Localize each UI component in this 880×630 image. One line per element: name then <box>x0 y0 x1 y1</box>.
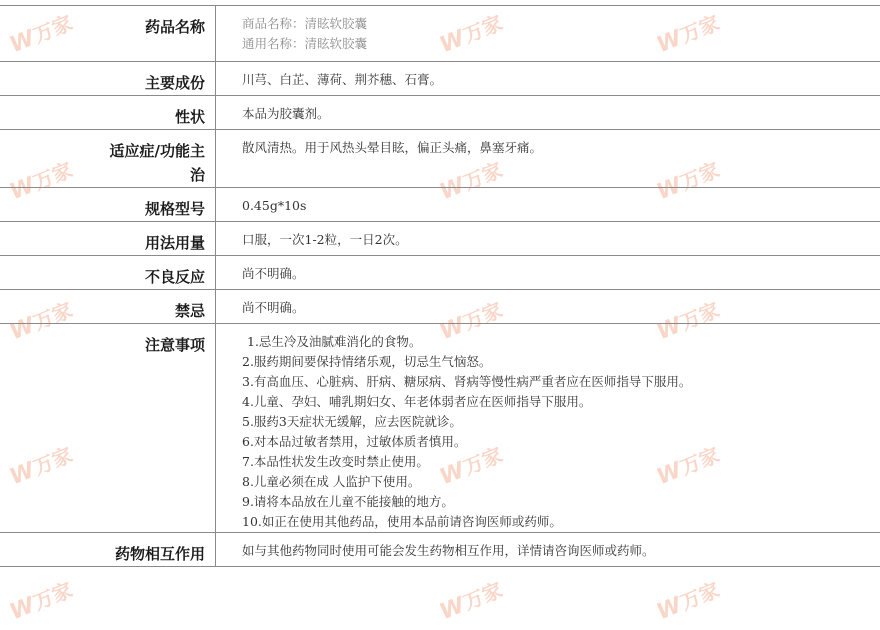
ingredients-label: 主要成份 <box>0 62 216 96</box>
watermark: W万家 <box>436 577 506 626</box>
row-spec <box>0 188 880 222</box>
row-precautions <box>0 324 880 533</box>
generic-name: 通用名称：清眩软胶囊 <box>242 36 368 51</box>
list-item: 7.本品性状发生改变时禁止使用。 <box>242 454 429 469</box>
watermark: W万家 <box>653 157 723 206</box>
precautions-list <box>242 332 880 532</box>
contraindication-label: 禁忌 <box>0 290 216 324</box>
watermark: W万家 <box>653 10 723 59</box>
row-dosage <box>0 222 880 256</box>
watermark: W万家 <box>436 157 506 206</box>
dosage-value: 口服，一次1-2粒，一日2次。 <box>216 222 880 256</box>
watermark: W万家 <box>653 297 723 346</box>
precautions-label: 注意事项 <box>0 324 216 533</box>
interaction-value: 如与其他药物同时使用可能会发生药物相互作用，详情请咨询医师或药师。 <box>216 533 880 567</box>
row-interaction <box>0 533 880 567</box>
watermark: W万家 <box>6 157 76 206</box>
list-item: 5.服药3天症状无缓解，应去医院就诊。 <box>242 414 462 429</box>
adverse-label: 不良反应 <box>0 256 216 290</box>
list-item: 10.如正在使用其他药品，使用本品前请咨询医师或药师。 <box>242 514 562 529</box>
row-character <box>0 96 880 130</box>
list-item: 2.服药期间要保持情绪乐观，切忌生气恼怒。 <box>242 354 492 369</box>
watermark: W万家 <box>436 10 506 59</box>
row-ingredients <box>0 62 880 96</box>
list-item: 8.儿童必须在成 人监护下使用。 <box>242 474 421 489</box>
indication-label-line2: 治 <box>189 166 205 184</box>
contraindication-value: 尚不明确。 <box>216 290 880 324</box>
row-adverse <box>0 256 880 290</box>
watermark: W万家 <box>6 297 76 346</box>
drug-name-label: 药品名称 <box>0 6 216 62</box>
precautions-value <box>216 324 880 533</box>
row-contraindication <box>0 290 880 324</box>
character-label: 性状 <box>0 96 216 130</box>
watermark: W万家 <box>653 442 723 491</box>
watermark: W万家 <box>6 10 76 59</box>
drug-info-table <box>0 5 880 567</box>
row-indication <box>0 130 880 188</box>
row-drug-name <box>0 6 880 62</box>
list-item: 6.对本品过敏者禁用，过敏体质者慎用。 <box>242 434 467 449</box>
drug-name-value <box>216 6 880 62</box>
watermark: W万家 <box>436 442 506 491</box>
adverse-value: 尚不明确。 <box>216 256 880 290</box>
watermark: W万家 <box>6 577 76 626</box>
list-item: 4.儿童、孕妇、哺乳期妇女、年老体弱者应在医师指导下服用。 <box>242 394 592 409</box>
indication-value: 散风清热。用于风热头晕目眩，偏正头痛，鼻塞牙痛。 <box>216 130 880 188</box>
ingredients-value: 川芎、白芷、薄荷、荆芥穗、石膏。 <box>216 62 880 96</box>
dosage-label: 用法用量 <box>0 222 216 256</box>
watermark: W万家 <box>653 577 723 626</box>
interaction-label: 药物相互作用 <box>0 533 216 567</box>
indication-label-line1: 适应症/功能主 <box>109 142 205 160</box>
list-item: 9.请将本品放在儿童不能接触的地方。 <box>242 494 454 509</box>
character-value: 本品为胶囊剂。 <box>216 96 880 130</box>
spec-value: 0.45g*10s <box>216 188 880 222</box>
list-item: 1.忌生冷及油腻难消化的食物。 <box>247 334 422 349</box>
spec-label: 规格型号 <box>0 188 216 222</box>
list-item: 3.有高血压、心脏病、肝病、糖尿病、肾病等慢性病严重者应在医师指导下服用。 <box>242 374 692 389</box>
watermark: W万家 <box>436 297 506 346</box>
watermark: W万家 <box>6 442 76 491</box>
indication-label <box>0 130 216 188</box>
trade-name: 商品名称：清眩软胶囊 <box>242 16 368 31</box>
